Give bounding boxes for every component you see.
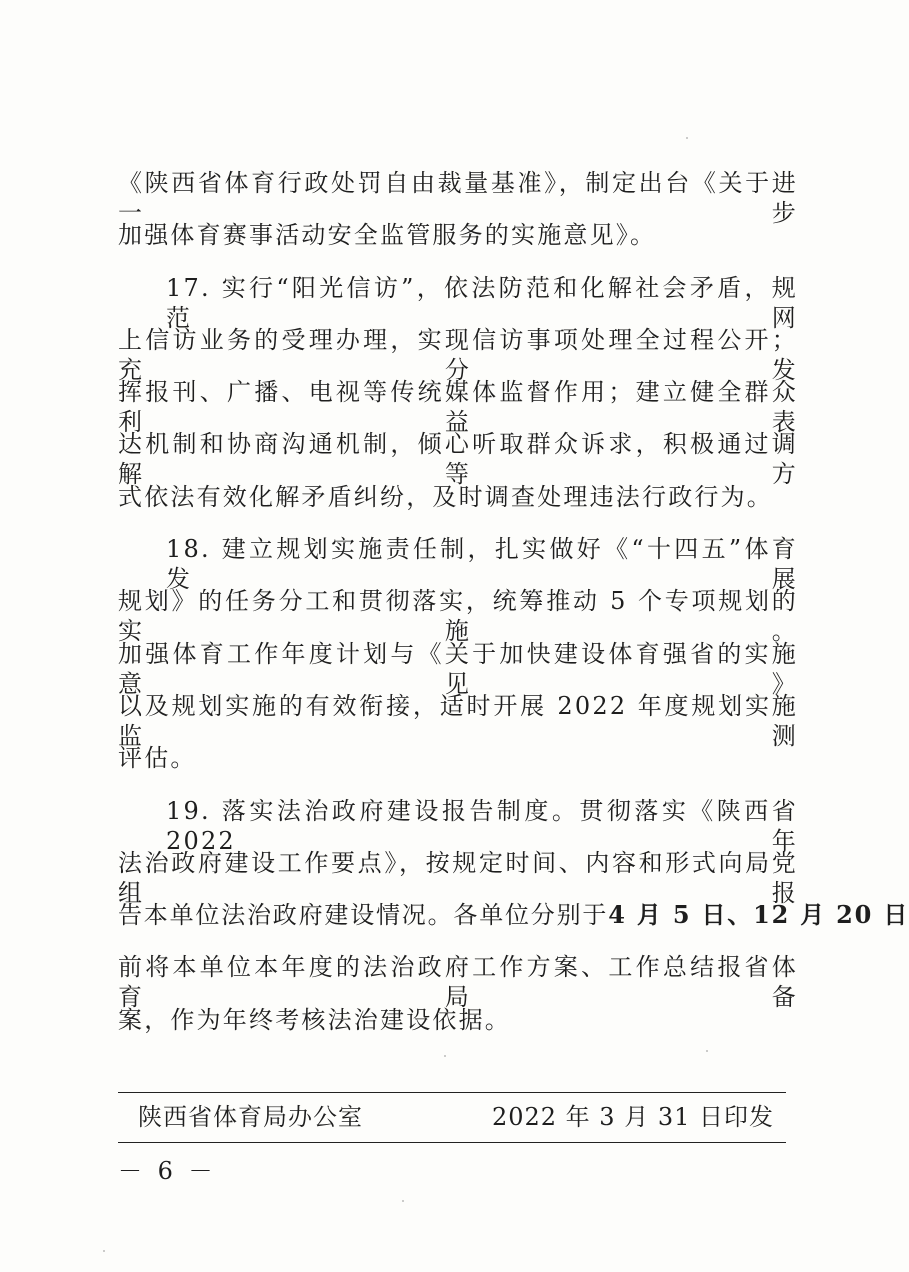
deadline-dates: 4 月 5 日、12 月 20 日 [608,900,909,930]
issue-date: 2022 年 3 月 31 日印发 [491,1103,774,1131]
issuer-name: 陕西省体育局办公室 [138,1103,363,1131]
text-line: 《陕西省体育行政处罚自由裁量基准》，制定出台《关于进一步 [118,169,798,227]
text-line: 前将本单位本年度的法治政府工作方案、工作总结报省体育局备 [118,953,798,1012]
text-line: 式依法有效化解矛盾纠纷，及时调查处理违法行政行为。 [118,482,773,511]
text-line: 案，作为年终考核法治建设依据。 [118,1005,511,1034]
footer-bottom-rule [118,1142,786,1143]
text-line: 上信访业务的受理办理，实现信访事项处理全过程公开；充分发 [118,325,798,384]
scan-speck [402,1200,404,1202]
paragraph-17-start: 17. 实行“阳光信访”，依法防范和化解社会矛盾，规范网 [166,273,798,332]
text-line: 法治政府建设工作要点》，按规定时间、内容和形式向局党组报 [118,848,798,907]
text-segment: 告本单位法治政府建设情况。各单位分别于 [118,901,609,930]
text-line: 以及规划实施的有效衔接，适时开展 2022 年度规划实施监测 [118,691,798,750]
text-line: 挥报刊、广播、电视等传统媒体监督作用；建立健全群众利益表 [118,378,798,437]
text-line-with-dates [118,900,909,930]
scan-speck [686,137,688,139]
scan-speck [103,1250,105,1252]
scan-speck [706,1050,708,1052]
text-line: 加强体育工作年度计划与《关于加快建设体育强省的实施意见》 [118,639,798,698]
footer-top-rule [118,1092,786,1093]
document-body [118,168,909,1057]
paragraph-18-start: 18. 建立规划实施责任制，扎实做好《“十四五”体育发展 [166,535,798,594]
text-line: 加强体育赛事活动安全监管服务的实施意见》。 [118,221,657,250]
text-line: 评估。 [118,744,197,773]
text-line: 达机制和协商沟通机制，倾心听取群众诉求，积极通过调解等方 [118,430,798,489]
text-line: 规划》的任务分工和贯彻落实，统筹推动 5 个专项规划的实施。 [118,587,798,646]
page-number: － 6 － [118,1157,217,1185]
paragraph-19-start: 19. 落实法治政府建设报告制度。贯彻落实《陕西省 2022 年 [166,796,798,855]
scan-speck [444,1055,446,1057]
